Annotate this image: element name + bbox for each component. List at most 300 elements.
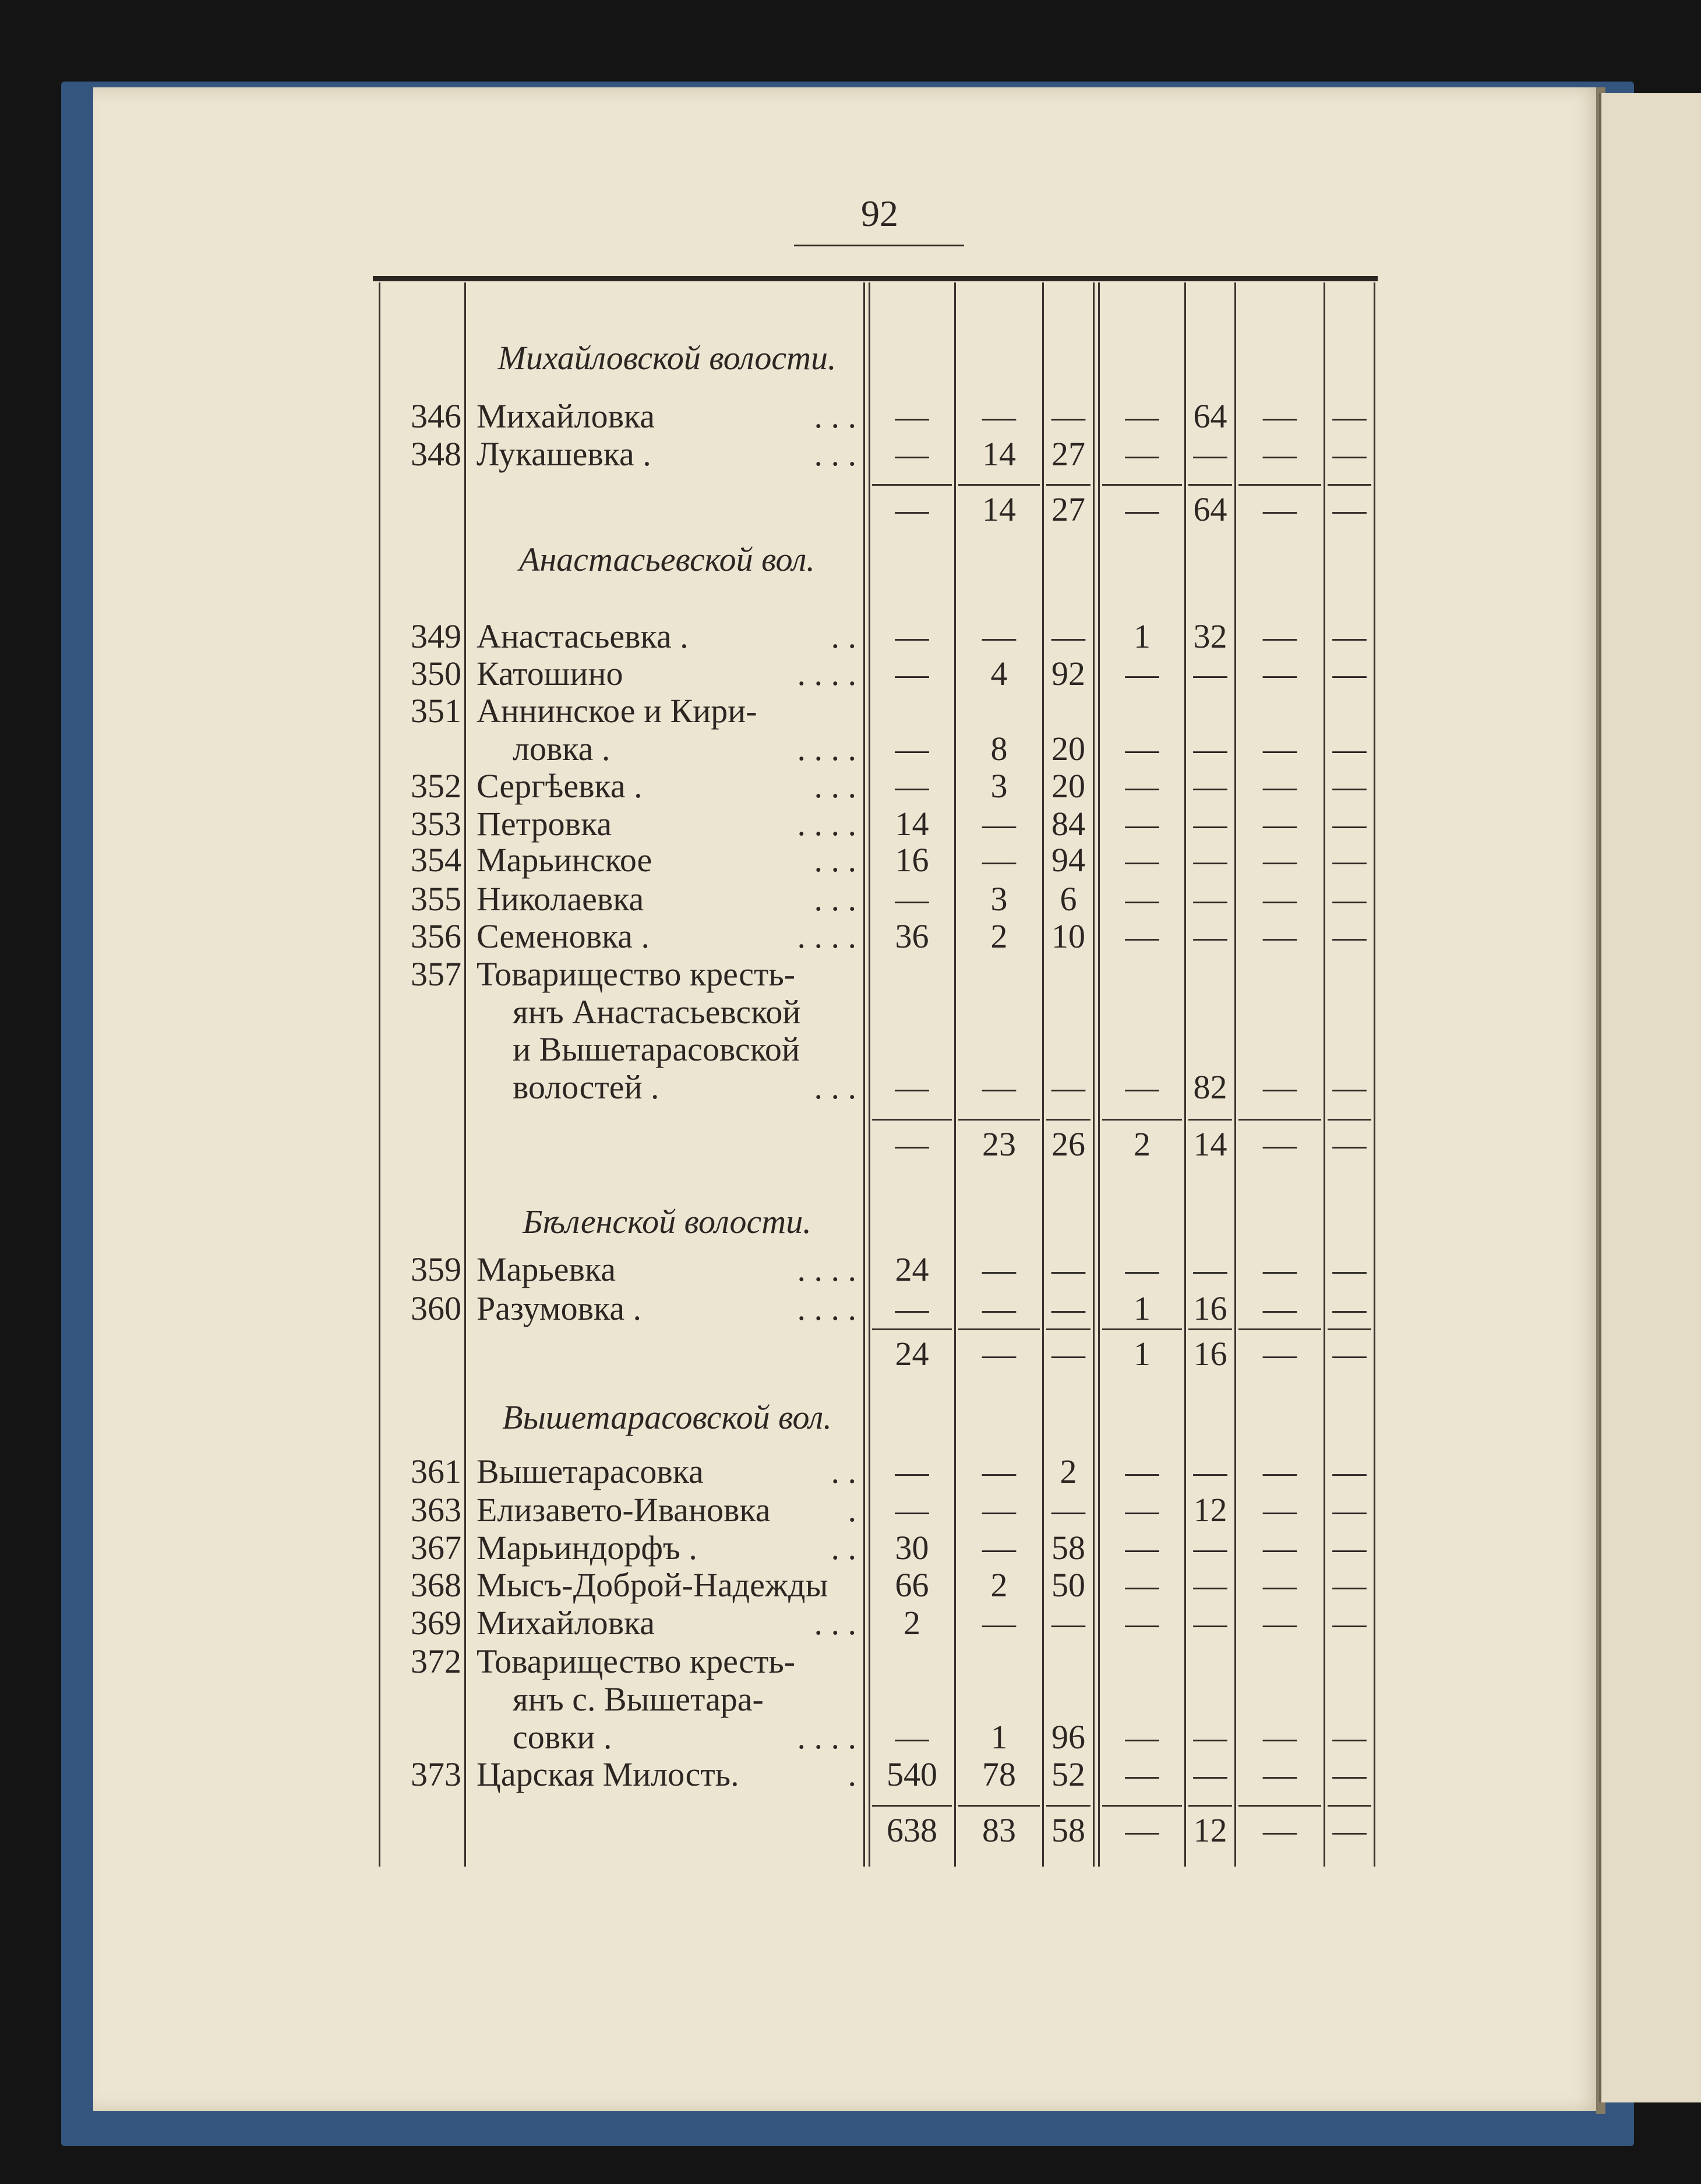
settlement-name: Семеновка . (477, 917, 650, 955)
value-cell: — (1193, 805, 1227, 843)
value-cell: — (1051, 1068, 1085, 1106)
settlement-name: Михайловка (477, 1604, 655, 1642)
value-cell: — (1125, 1491, 1159, 1529)
entry-number: 361 (411, 1453, 461, 1490)
value-cell: 24 (895, 1335, 929, 1373)
value-cell: — (982, 1068, 1016, 1106)
value-cell: — (1193, 1566, 1227, 1604)
sum-rule (1188, 1328, 1232, 1330)
sum-rule (1102, 1805, 1182, 1807)
value-cell: — (1263, 490, 1297, 528)
entry-number: 373 (411, 1755, 461, 1793)
value-cell: — (1332, 1755, 1367, 1793)
value-cell: — (1125, 841, 1159, 879)
table-row (0, 1492, 1701, 1529)
value-cell: — (1263, 1250, 1297, 1288)
table-row (0, 1681, 1701, 1718)
settlement-name: Лукашевка . (477, 435, 651, 473)
subtotal-row (0, 491, 1701, 528)
value-cell: — (1332, 1125, 1367, 1163)
value-cell: — (982, 841, 1016, 879)
value-cell: — (1332, 1718, 1367, 1756)
value-cell: — (1332, 1335, 1367, 1373)
value-cell: 52 (1051, 1755, 1085, 1793)
value-cell: — (1263, 1335, 1297, 1373)
entry-number: 355 (411, 880, 461, 918)
value-cell: 78 (982, 1755, 1016, 1793)
subtotal-row (0, 1126, 1701, 1163)
value-cell: — (1193, 880, 1227, 918)
entry-number: 359 (411, 1250, 461, 1288)
value-cell: — (1125, 880, 1159, 918)
dot-leader: . . . . (797, 1250, 856, 1288)
value-cell: — (1193, 767, 1227, 805)
value-cell: 64 (1193, 490, 1227, 528)
value-cell: 8 (990, 730, 1008, 768)
value-cell: — (1332, 1604, 1367, 1642)
value-cell: — (1125, 490, 1159, 528)
dot-leader: . (848, 1755, 856, 1793)
value-cell: — (1125, 1604, 1159, 1642)
sum-rule (958, 484, 1040, 486)
value-cell: — (895, 767, 929, 805)
sum-rule (872, 1328, 952, 1330)
table-row (0, 655, 1701, 692)
section-heading: Михайловской волости. (497, 339, 837, 377)
dot-leader: . . . (814, 1604, 856, 1642)
value-cell: 16 (1193, 1335, 1227, 1373)
value-cell: — (1332, 617, 1367, 655)
value-cell: — (1051, 1604, 1085, 1642)
section-heading-row (0, 1203, 1701, 1241)
value-cell: — (1263, 1453, 1297, 1490)
value-cell: 1 (1134, 617, 1151, 655)
value-cell: — (1332, 1529, 1367, 1567)
table-top-rule (373, 276, 1378, 281)
table-row (0, 1756, 1701, 1793)
value-cell: — (1263, 397, 1297, 435)
value-cell: — (1263, 841, 1297, 879)
value-cell: — (982, 1453, 1016, 1490)
value-cell: 1 (1134, 1335, 1151, 1373)
value-cell: — (895, 730, 929, 768)
value-cell: 2 (1060, 1453, 1077, 1490)
sum-rule (958, 1805, 1040, 1807)
value-cell: — (1263, 917, 1297, 955)
value-cell: 6 (1060, 880, 1077, 918)
value-cell: — (1051, 397, 1085, 435)
value-cell: — (1332, 435, 1367, 473)
sum-rule (1046, 1328, 1091, 1330)
value-cell: — (1125, 655, 1159, 692)
dot-leader: . . . (814, 841, 856, 879)
value-cell: — (1051, 1289, 1085, 1327)
entry-number: 360 (411, 1289, 461, 1327)
page-number-rule (794, 245, 964, 246)
table-row (0, 1605, 1701, 1642)
dot-leader: . . . . (797, 730, 856, 768)
value-cell: — (1193, 1604, 1227, 1642)
value-cell: — (1193, 435, 1227, 473)
entry-number: 356 (411, 917, 461, 955)
dot-leader: . . . (814, 767, 856, 805)
sum-rule (1328, 1119, 1371, 1121)
value-cell: — (982, 617, 1016, 655)
sum-rule (1046, 484, 1091, 486)
subtotal-row (0, 1335, 1701, 1373)
dot-leader: . . (831, 1529, 856, 1567)
value-cell: — (1332, 1068, 1367, 1106)
value-cell: — (895, 435, 929, 473)
table-row (0, 730, 1701, 768)
entry-number: 357 (411, 955, 461, 993)
value-cell: — (1332, 1491, 1367, 1529)
sum-rule (1328, 1328, 1371, 1330)
settlement-name: Катошино (477, 655, 623, 692)
value-cell: — (1263, 1068, 1297, 1106)
value-cell: 94 (1051, 841, 1085, 879)
table-row (0, 1069, 1701, 1106)
value-cell: — (895, 1491, 929, 1529)
entry-number: 368 (411, 1566, 461, 1604)
value-cell: — (982, 1335, 1016, 1373)
value-cell: — (1263, 1529, 1297, 1567)
value-cell: 26 (1051, 1125, 1085, 1163)
settlement-name-continued: совки . (513, 1718, 612, 1756)
value-cell: 66 (895, 1566, 929, 1604)
value-cell: — (1193, 730, 1227, 768)
value-cell: 30 (895, 1529, 929, 1567)
table-row (0, 1529, 1701, 1567)
value-cell: 58 (1051, 1811, 1085, 1849)
value-cell: 32 (1193, 617, 1227, 655)
section-heading: Вышетарасовской вол. (502, 1398, 832, 1436)
value-cell: 3 (990, 767, 1008, 805)
value-cell: — (1263, 1604, 1297, 1642)
value-cell: — (895, 617, 929, 655)
value-cell: — (1193, 1250, 1227, 1288)
value-cell: 12 (1193, 1811, 1227, 1849)
entry-number: 349 (411, 617, 461, 655)
value-cell: — (1332, 397, 1367, 435)
value-cell: — (1332, 655, 1367, 692)
value-cell: — (982, 1529, 1016, 1567)
value-cell: 638 (887, 1811, 937, 1849)
sum-rule (1238, 1119, 1321, 1121)
entry-number: 350 (411, 655, 461, 692)
sum-rule (1188, 1805, 1232, 1807)
value-cell: — (982, 1604, 1016, 1642)
entry-number: 352 (411, 767, 461, 805)
value-cell: — (1263, 617, 1297, 655)
settlement-name-continued: янъ с. Вышетара- (513, 1680, 764, 1718)
value-cell: 84 (1051, 805, 1085, 843)
entry-number: 367 (411, 1529, 461, 1567)
value-cell: — (1263, 1566, 1297, 1604)
table-row (0, 768, 1701, 805)
value-cell: — (982, 1289, 1016, 1327)
section-heading-row (0, 340, 1701, 377)
settlement-name: Николаевка (477, 880, 644, 918)
sum-rule (872, 484, 952, 486)
value-cell: — (1051, 1250, 1085, 1288)
value-cell: 23 (982, 1125, 1016, 1163)
value-cell: 16 (1193, 1289, 1227, 1327)
settlement-name: Марьинское (477, 841, 652, 879)
sum-rule (1238, 484, 1321, 486)
value-cell: — (1193, 841, 1227, 879)
value-cell: — (1332, 1811, 1367, 1849)
value-cell: 64 (1193, 397, 1227, 435)
entry-number: 351 (411, 692, 461, 730)
value-cell: — (1263, 1811, 1297, 1849)
value-cell: — (1193, 917, 1227, 955)
table-row (0, 398, 1701, 435)
settlement-name-continued: и Вышетарасовской (513, 1030, 800, 1068)
value-cell: — (1332, 1453, 1367, 1490)
table-row (0, 805, 1701, 843)
section-heading: Бѣленской волости. (523, 1203, 811, 1241)
settlement-name: Сергѣевка . (477, 767, 643, 805)
settlement-name: Михайловка (477, 397, 655, 435)
dot-leader: . . . . (797, 655, 856, 692)
value-cell: — (1125, 1068, 1159, 1106)
value-cell: — (1193, 1755, 1227, 1793)
value-cell: 58 (1051, 1529, 1085, 1567)
value-cell: 1 (1134, 1289, 1151, 1327)
settlement-name: Мысъ-Доброй-Надежды (477, 1566, 828, 1604)
value-cell: — (1193, 655, 1227, 692)
sum-rule (872, 1119, 952, 1121)
settlement-name: Петровка (477, 805, 612, 843)
value-cell: — (895, 397, 929, 435)
sum-rule (1102, 1328, 1182, 1330)
value-cell: — (1263, 1718, 1297, 1756)
value-cell: — (1332, 767, 1367, 805)
value-cell: 24 (895, 1250, 929, 1288)
value-cell: 10 (1051, 917, 1085, 955)
value-cell: — (1263, 655, 1297, 692)
value-cell: — (1332, 730, 1367, 768)
value-cell: — (1332, 1566, 1367, 1604)
dot-leader: . . . . (797, 805, 856, 843)
value-cell: — (1193, 1453, 1227, 1490)
value-cell: 20 (1051, 730, 1085, 768)
dot-leader: . . (831, 1453, 856, 1490)
value-cell: — (895, 880, 929, 918)
value-cell: — (1193, 1718, 1227, 1756)
sum-rule (958, 1119, 1040, 1121)
value-cell: 92 (1051, 655, 1085, 692)
value-cell: 50 (1051, 1566, 1085, 1604)
settlement-name-continued: янъ Анастасьевской (513, 993, 801, 1031)
table-row (0, 1031, 1701, 1068)
value-cell: — (1332, 917, 1367, 955)
settlement-name: Товарищество кресть- (477, 955, 796, 993)
sum-rule (1046, 1805, 1091, 1807)
value-cell: — (895, 1125, 929, 1163)
table-row (0, 436, 1701, 473)
value-cell: — (1263, 1491, 1297, 1529)
value-cell: — (1332, 841, 1367, 879)
value-cell: 20 (1051, 767, 1085, 805)
entry-number: 372 (411, 1642, 461, 1680)
value-cell: — (1263, 880, 1297, 918)
settlement-name-continued: волостей . (513, 1068, 659, 1106)
sum-rule (1188, 484, 1232, 486)
value-cell: — (1125, 1453, 1159, 1490)
table-row (0, 692, 1701, 730)
sum-rule (872, 1805, 952, 1807)
table-row (0, 1290, 1701, 1327)
settlement-name: Царская Милость. (477, 1755, 739, 1793)
value-cell: 2 (990, 1566, 1008, 1604)
value-cell: — (1263, 1289, 1297, 1327)
value-cell: — (982, 805, 1016, 843)
value-cell: — (1263, 730, 1297, 768)
sum-rule (1328, 484, 1371, 486)
table-row (0, 1567, 1701, 1604)
value-cell: — (1332, 880, 1367, 918)
table-row (0, 618, 1701, 655)
value-cell: — (982, 397, 1016, 435)
table-row (0, 1251, 1701, 1288)
sum-rule (1188, 1119, 1232, 1121)
settlement-name-continued: ловка . (513, 730, 610, 768)
value-cell: — (895, 1718, 929, 1756)
value-cell: — (1051, 1491, 1085, 1529)
entry-number: 353 (411, 805, 461, 843)
value-cell: — (1125, 805, 1159, 843)
dot-leader: . . . . (797, 1289, 856, 1327)
table-row (0, 1453, 1701, 1490)
value-cell: 82 (1193, 1068, 1227, 1106)
value-cell: — (1125, 730, 1159, 768)
section-heading-row (0, 541, 1701, 578)
value-cell: — (1263, 767, 1297, 805)
value-cell: — (1125, 397, 1159, 435)
table-row (0, 994, 1701, 1031)
dot-leader: . . . . (797, 1718, 856, 1756)
value-cell: — (1263, 435, 1297, 473)
sum-rule (1238, 1805, 1321, 1807)
value-cell: — (895, 1068, 929, 1106)
sum-rule (1102, 484, 1182, 486)
value-cell: — (982, 1250, 1016, 1288)
value-cell: — (1125, 1755, 1159, 1793)
value-cell: — (895, 1289, 929, 1327)
value-cell: — (1332, 1289, 1367, 1327)
value-cell: — (1051, 617, 1085, 655)
value-cell: 27 (1051, 435, 1085, 473)
dot-leader: . . . (814, 397, 856, 435)
sum-rule (1046, 1119, 1091, 1121)
value-cell: — (1332, 1250, 1367, 1288)
value-cell: 96 (1051, 1718, 1085, 1756)
value-cell: — (895, 1453, 929, 1490)
value-cell: — (1193, 1529, 1227, 1567)
table-row (0, 956, 1701, 993)
value-cell: — (1051, 1335, 1085, 1373)
value-cell: — (1125, 917, 1159, 955)
value-cell: 12 (1193, 1491, 1227, 1529)
value-cell: — (1125, 1566, 1159, 1604)
value-cell: — (895, 490, 929, 528)
entry-number: 369 (411, 1604, 461, 1642)
settlement-name: Марьевка (477, 1250, 616, 1288)
table-row (0, 842, 1701, 879)
settlement-name: Елизавето-Ивановка (477, 1491, 771, 1529)
value-cell: 83 (982, 1811, 1016, 1849)
entry-number: 354 (411, 841, 461, 879)
value-cell: — (895, 655, 929, 692)
table-row (0, 881, 1701, 918)
value-cell: 16 (895, 841, 929, 879)
value-cell: 2 (1134, 1125, 1151, 1163)
value-cell: 14 (895, 805, 929, 843)
value-cell: 36 (895, 917, 929, 955)
value-cell: — (1263, 1125, 1297, 1163)
subtotal-row (0, 1812, 1701, 1849)
value-cell: 27 (1051, 490, 1085, 528)
entry-number: 363 (411, 1491, 461, 1529)
value-cell: 14 (982, 435, 1016, 473)
section-heading: Анастасьевской вол. (519, 540, 815, 578)
table-row (0, 1643, 1701, 1680)
settlement-name: Аннинское и Кири- (477, 692, 757, 730)
value-cell: 14 (1193, 1125, 1227, 1163)
section-heading-row (0, 1399, 1701, 1436)
sum-rule (1102, 1119, 1182, 1121)
value-cell: — (1332, 490, 1367, 528)
dot-leader: . . . . (797, 917, 856, 955)
settlement-name: Анастасьевка . (477, 617, 689, 655)
dot-leader: . (848, 1491, 856, 1529)
value-cell: 2 (990, 917, 1008, 955)
value-cell: — (1125, 1811, 1159, 1849)
value-cell: — (1263, 805, 1297, 843)
dot-leader: . . . (814, 880, 856, 918)
settlement-name: Марьиндорфъ . (477, 1529, 697, 1567)
value-cell: — (1332, 805, 1367, 843)
entry-number: 346 (411, 397, 461, 435)
sum-rule (1328, 1805, 1371, 1807)
value-cell: — (1263, 1755, 1297, 1793)
value-cell: — (1125, 435, 1159, 473)
value-cell: 4 (990, 655, 1008, 692)
table-row (0, 1719, 1701, 1756)
page-number: 92 (861, 193, 898, 234)
value-cell: — (1125, 767, 1159, 805)
dot-leader: . . . (814, 1068, 856, 1106)
value-cell: — (1125, 1718, 1159, 1756)
value-cell: 1 (990, 1718, 1008, 1756)
entry-number: 348 (411, 435, 461, 473)
sum-rule (958, 1328, 1040, 1330)
table-row (0, 918, 1701, 955)
settlement-name: Товарищество кресть- (477, 1642, 796, 1680)
settlement-name: Разумовка . (477, 1289, 642, 1327)
value-cell: 3 (990, 880, 1008, 918)
settlement-name: Вышетарасовка (477, 1453, 704, 1490)
value-cell: 540 (887, 1755, 937, 1793)
dot-leader: . . . (814, 435, 856, 473)
dot-leader: . . (831, 617, 856, 655)
sum-rule (1238, 1328, 1321, 1330)
value-cell: — (982, 1491, 1016, 1529)
value-cell: 14 (982, 490, 1016, 528)
value-cell: — (1125, 1250, 1159, 1288)
